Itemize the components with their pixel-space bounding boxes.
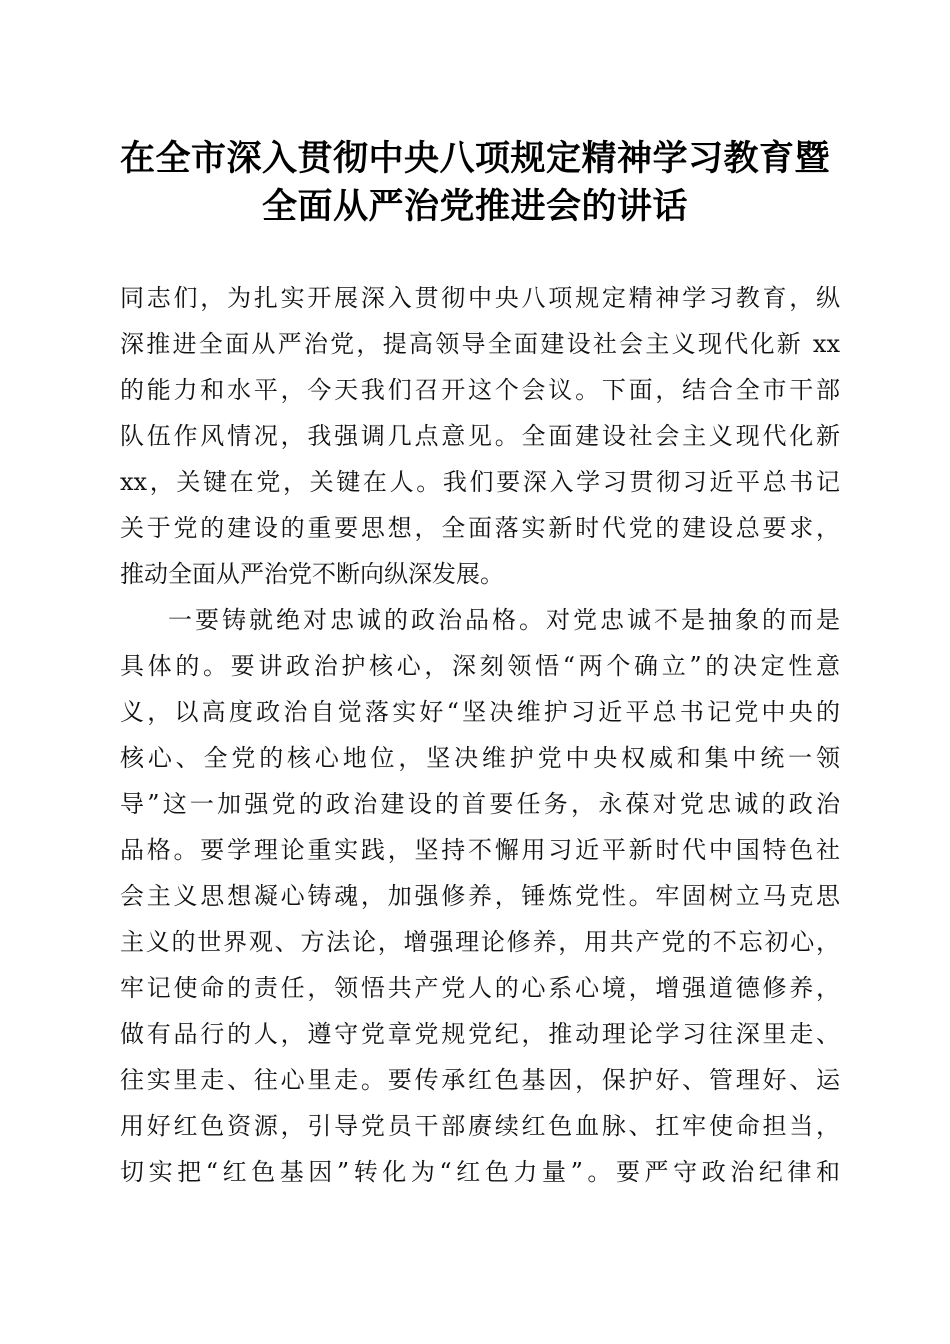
text-line: 具体的。要讲政治护核心，深刻领悟“两个确立”的决定性意 [120, 652, 840, 680]
text-line: 做有品行的人，遵守党章党规党纪，推动理论学习往深里走、 [120, 1020, 840, 1048]
paragraph-intro [120, 275, 840, 597]
text-line: xx，关键在党，关键在人。我们要深入学习贯彻习近平总书记 [120, 468, 840, 496]
text-line: 一要铸就绝对忠诚的政治品格。对党忠诚不是抽象的而是 [168, 606, 840, 634]
text-line: 用好红色资源，引导党员干部赓续红色血脉、扛牢使命担当， [120, 1112, 840, 1140]
text-line: 会主义思想凝心铸魂，加强修养，锤炼党性。牢固树立马克思 [120, 882, 840, 910]
paragraph-section-one [120, 597, 840, 1195]
title-line-1: 在全市深入贯彻中央八项规定精神学习教育暨 [119, 138, 830, 179]
text-line: 同志们，为扎实开展深入贯彻中央八项规定精神学习教育，纵 [120, 284, 840, 312]
text-line: 导”这一加强党的政治建设的首要任务，永葆对党忠诚的政治 [120, 790, 840, 818]
text-line: 品格。要学理论重实践，坚持不懈用习近平新时代中国特色社 [120, 836, 840, 864]
text-line: 关于党的建设的重要思想，全面落实新时代党的建设总要求， [120, 514, 840, 542]
text-line: 义，以高度政治自觉落实好“坚决维护习近平总书记党中央的 [120, 698, 840, 726]
text-line: 的能力和水平，今天我们召开这个会议。下面，结合全市干部 [120, 376, 840, 404]
title-line-2: 全面从严治党推进会的讲话 [261, 186, 688, 227]
document-title [60, 135, 890, 231]
text-line: 推动全面从严治党不断向纵深发展。 [120, 560, 504, 588]
text-line: 切实把“红色基因”转化为“红色力量”。要严守政治纪律和 [120, 1158, 840, 1186]
text-line: 主义的世界观、方法论，增强理论修养，用共产党的不忘初心， [120, 928, 840, 956]
text-line: 牢记使命的责任，领悟共产党人的心系心境，增强道德修养， [120, 974, 840, 1002]
text-line: 队伍作风情况，我强调几点意见。全面建设社会主义现代化新 [120, 422, 840, 450]
document-body [120, 275, 840, 1195]
text-line: 往实里走、往心里走。要传承红色基因，保护好、管理好、运 [120, 1066, 840, 1094]
text-line: 核心、全党的核心地位，坚决维护党中央权威和集中统一领 [120, 744, 840, 772]
text-line: 深推进全面从严治党，提高领导全面建设社会主义现代化新 xx [120, 330, 840, 358]
